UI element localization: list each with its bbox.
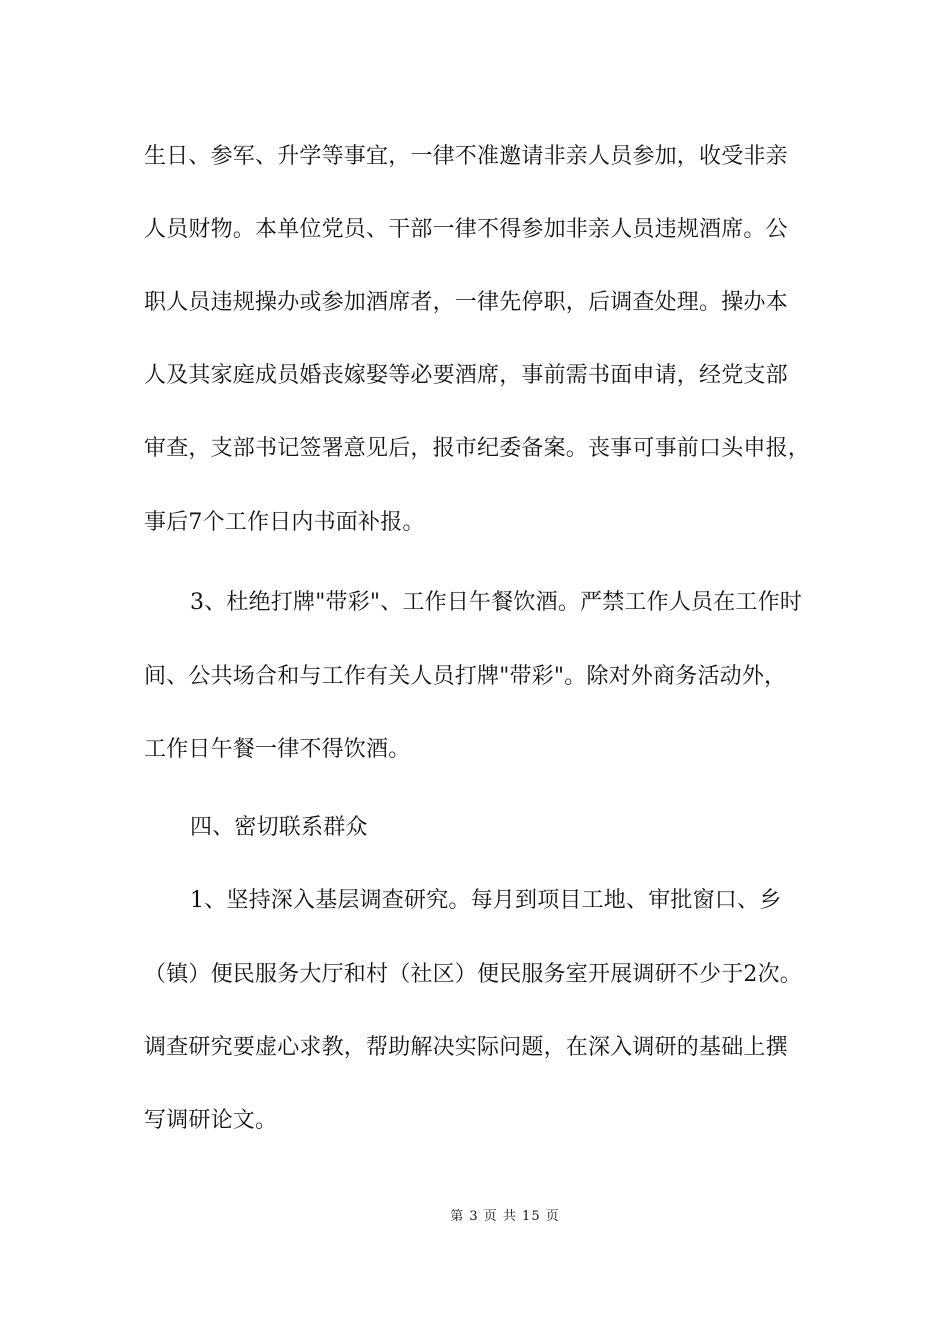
paragraph-line: 工作日午餐一律不得饮酒。 — [144, 737, 411, 762]
page-number-footer: 第 3 页 共 15 页 — [450, 1209, 560, 1224]
paragraph-line: 1、坚持深入基层调查研究。每月到项目工地、审批窗口、乡 — [190, 888, 782, 913]
paragraph-line: 审查，支部书记签署意见后，报市纪委备案。丧事可事前口头申报， — [144, 436, 811, 461]
section-heading: 四、密切联系群众 — [190, 815, 368, 840]
paragraph-line: （镇）便民服务大厅和村（社区）便民服务室开展调研不少于2次。 — [144, 962, 802, 987]
paragraph-line: 间、公共场合和与工作有关人员打牌"带彩"。除对外商务活动外， — [144, 664, 787, 689]
paragraph-line: 写调研论文。 — [144, 1108, 278, 1133]
paragraph-line: 3、杜绝打牌"带彩"、工作日午餐饮酒。严禁工作人员在工作时 — [190, 590, 803, 615]
paragraph-line: 调查研究要虚心求教，帮助解决实际问题，在深入调研的基础上撰 — [144, 1035, 788, 1060]
paragraph-line: 生日、参军、升学等事宜，一律不准邀请非亲人员参加，收受非亲 — [144, 144, 788, 169]
paragraph-line: 职人员违规操办或参加酒席者，一律先停职，后调查处理。操办本 — [144, 290, 788, 315]
paragraph-line: 人员财物。本单位党员、干部一律不得参加非亲人员违规酒席。公 — [144, 217, 788, 242]
paragraph-line: 人及其家庭成员婚丧嫁娶等必要酒席，事前需书面申请，经党支部 — [144, 363, 788, 388]
paragraph-line: 事后7个工作日内书面补报。 — [144, 510, 425, 535]
